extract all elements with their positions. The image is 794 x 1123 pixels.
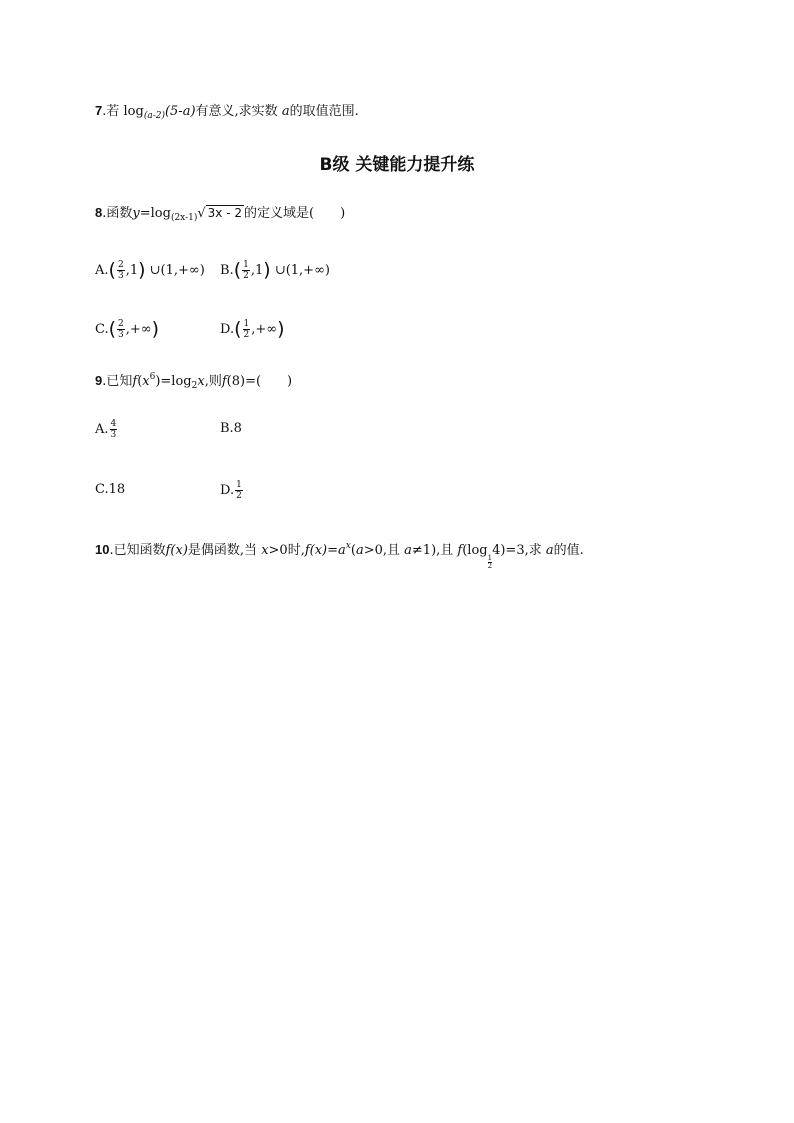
fraction: $\frac{4}{3}$ xyxy=(110,419,117,440)
question-number: 7 xyxy=(95,103,103,118)
option-c: C.18 xyxy=(95,482,126,497)
fraction: $\frac{1}{2}$ xyxy=(243,319,250,340)
fraction: $\frac{1}{2}$ xyxy=(243,260,249,281)
option-b: B.8 xyxy=(220,421,242,436)
question-number: 8 xyxy=(95,205,103,220)
section-title: B级 关键能力提升练 xyxy=(319,155,475,175)
sqrt-expression: √ 3x - 2 xyxy=(197,206,243,221)
option-d: D. $\frac{1}{2}$ xyxy=(220,480,242,501)
fraction: $\frac{1}{2}$ xyxy=(236,480,242,501)
question-7: 7.若 $\log_{(a-2)}(5-a)$有意义,求实数 a的取值范围. xyxy=(95,103,359,121)
question-10: 10.已知函数f(x)是偶函数,当 x>0时$,f(x)=a^x(a>0$,且 a≠1),且 f(log $\frac{1}{2}$ 4)=3,求 a的值. xyxy=(95,541,584,570)
question-9: 9.已知$f(x^6)=\log_2x$,则f(8)=( ) xyxy=(95,372,293,391)
option-a: A.( $\frac{2}{3}$ ,1) ∪(1,+∞) xyxy=(95,259,205,281)
fraction: $\frac{1}{2}$ xyxy=(487,554,493,570)
fraction: $\frac{2}{3}$ xyxy=(118,319,124,340)
question-number: 10 xyxy=(95,542,110,557)
question-8: 8.函数$y=\log_{(2x-1)}√$ 3x - 2 的定义域是( ) xyxy=(95,205,346,223)
fraction: $\frac{2}{3}$ xyxy=(117,260,124,281)
option-b: B.( $\frac{1}{2}$ ,1) ∪(1,+∞) xyxy=(220,259,330,281)
question-number: 9 xyxy=(95,373,103,388)
option-a: A. $\frac{4}{3}$ xyxy=(95,419,117,440)
option-d: D.( $\frac{1}{2}$ ,+∞) xyxy=(220,318,285,340)
option-c: C.( $\frac{2}{3}$ ,+∞) xyxy=(95,318,160,340)
